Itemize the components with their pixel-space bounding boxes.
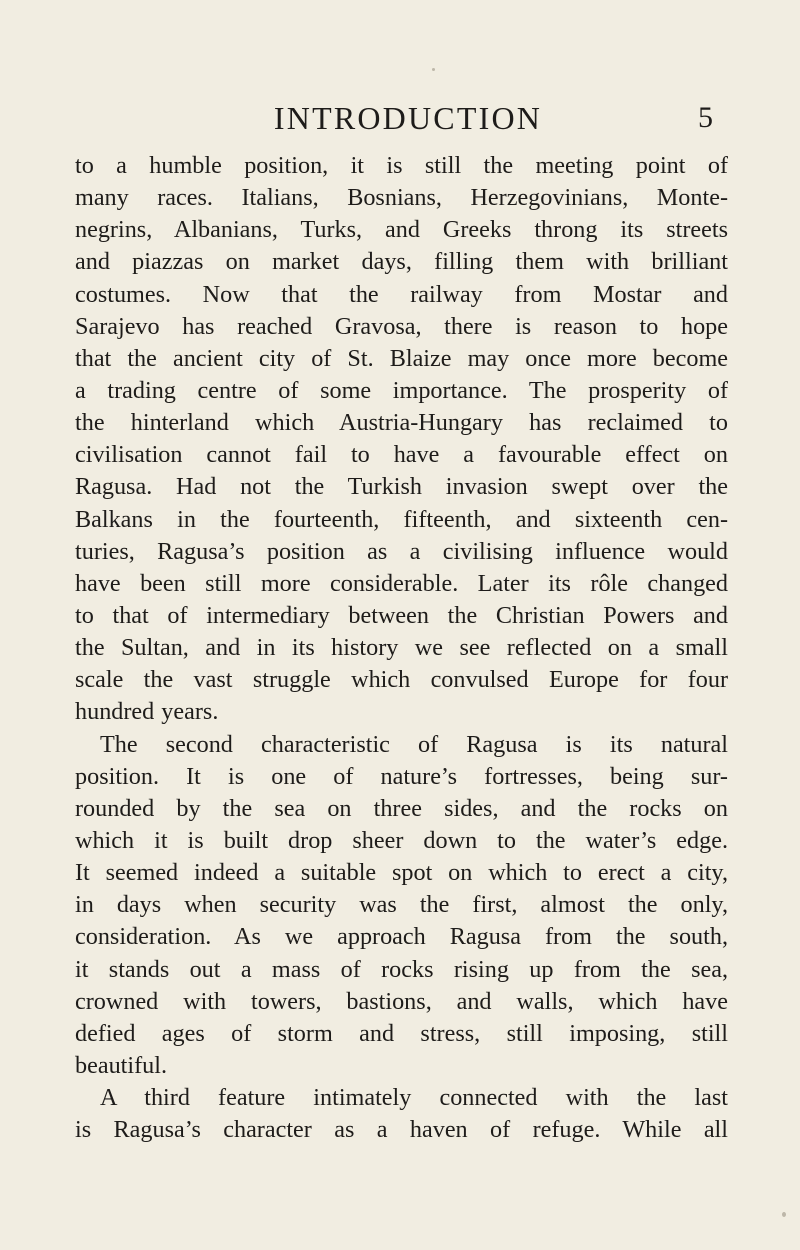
text-line: turies, Ragusa’s position as a civilising influence would: [75, 537, 728, 565]
text-line: civilisation cannot fail to have a favourable effect on: [75, 441, 728, 469]
text-line: A third feature intimately connected with the last: [100, 1084, 728, 1112]
text-line: to a humble position, it is still the meeting point of: [75, 152, 728, 179]
text-line: It seemed indeed a suitable spot on which to erect a city,: [75, 859, 728, 887]
paragraph: [75, 729, 728, 1083]
text-line: to that of intermediary between the Christian Powers and: [75, 601, 728, 629]
text-line: it stands out a mass of rocks rising up from the sea,: [75, 955, 728, 983]
paper-speck: [782, 1212, 786, 1217]
paragraph: [75, 1082, 728, 1146]
text-line: which it is built drop sheer down to the water’s edge.: [75, 826, 728, 854]
text-line: consideration. As we approach Ragusa from the south,: [75, 923, 728, 951]
text-line: in days when security was the first, almost the only,: [75, 891, 728, 919]
text-line: costumes. Now that the railway from Mostar and: [75, 280, 728, 308]
text-line: negrins, Albanians, Turks, and Greeks throng its streets: [75, 216, 728, 244]
text-line: beautiful.: [75, 1051, 168, 1079]
running-header: [0, 96, 800, 140]
text-line: hundred years.: [75, 698, 219, 726]
text-line: that the ancient city of St. Blaize may once more become: [75, 344, 728, 372]
text-line: Ragusa. Had not the Turkish invasion swept over the: [75, 473, 728, 501]
text-line: and piazzas on market days, filling them with brilliant: [75, 248, 728, 276]
paragraph: [75, 150, 728, 729]
text-line: is Ragusa’s character as a haven of refuge. While all: [75, 1116, 728, 1144]
paper-speck: [432, 68, 435, 71]
text-line: defied ages of storm and stress, still imposing, still: [75, 1019, 728, 1047]
text-line: Sarajevo has reached Gravosa, there is reason to hope: [75, 312, 728, 340]
text-line: the hinterland which Austria-Hungary has reclaimed to: [75, 409, 728, 437]
text-line: The second characteristic of Ragusa is its natural: [100, 730, 728, 758]
body-text: [75, 150, 728, 1146]
text-line: a trading centre of some importance. The prosperity of: [75, 376, 728, 404]
running-title: INTRODUCTION: [273, 100, 543, 136]
text-line: rounded by the sea on three sides, and the rocks on: [75, 794, 728, 822]
page-number: 5: [698, 101, 713, 134]
text-line: Balkans in the fourteenth, fifteenth, and sixteenth cen-: [75, 505, 728, 533]
text-line: crowned with towers, bastions, and walls, which have: [75, 987, 728, 1015]
text-line: scale the vast struggle which convulsed Europe for four: [75, 666, 728, 694]
text-line: the Sultan, and in its history we see reflected on a small: [75, 634, 728, 662]
text-line: many races. Italians, Bosnians, Herzegovinians, Monte-: [75, 184, 728, 212]
text-line: position. It is one of nature’s fortresses, being sur-: [75, 762, 728, 790]
text-line: have been still more considerable. Later its rôle changed: [75, 569, 728, 597]
